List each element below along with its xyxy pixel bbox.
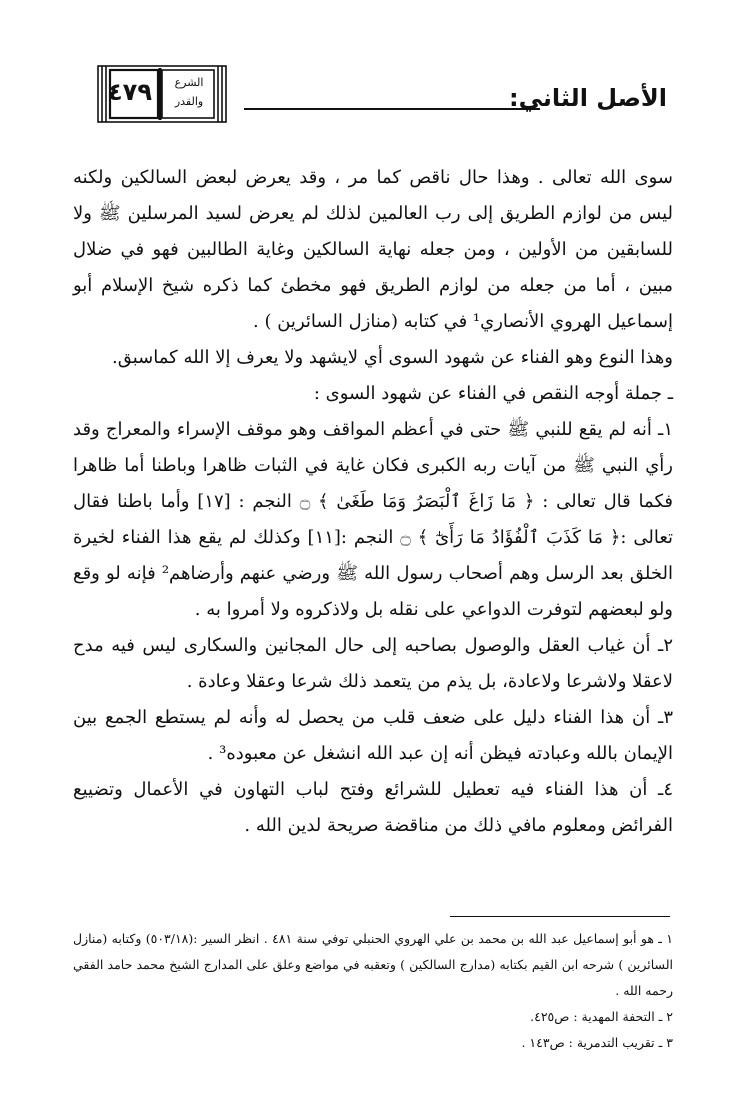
footnote-separator <box>450 916 670 917</box>
footnote: ١ ـ هو أبو إسماعيل عبد الله بن محمد بن علي الهروي الحنبلي توفي سنة ٤٨١ . انظر السير :(٥٠٣/١٨) وكتابه (منازل السائرين ) شرحه ابن القيم بكتابه (مدارج السالكين ) وتعقبه في مواضع وعلق على المدارج الشيخ محمد حامد الفقي رحمه الله . <box>73 931 674 998</box>
paragraph: ٢ـ أن غياب العقل والوصول بصاحبه إلى حال المجانين والسكارى ليس فيه مدح لاعقلا ولاشرعا ولاعادة، بل يذم من يتعمد ذلك شرعا وعقلا وعادة . <box>73 635 673 692</box>
paragraph: سوى الله تعالى . وهذا حال ناقص كما مر ، وقد يعرض لبعض السالكين ولكنه ليس من لوازم الطريق إلى رب العالمين لذلك لم يعرض لسيد المرسلين ﷺ ولا للسابقين من الأولين ، ومن جعله نهاية السالكين وغاية الطالبين فهو في ضلال مبين ، أما من جعله من لوازم الطريق فهو مخطئ كما ذكره شيخ الإسلام أبو إسماعيل الهروي الأنصاري¹ في كتابه (منازل السائرين ) . <box>73 167 673 332</box>
book-label-sharia: الشرع <box>174 76 204 89</box>
header-rule <box>244 108 540 110</box>
paragraph: ـ جملة أوجه النقص في الفناء عن شهود السوى : <box>313 383 673 404</box>
book-page-badge-icon <box>96 62 228 126</box>
section-title: الأصل الثاني: <box>508 84 667 112</box>
book-label-qadar: والقدر <box>174 95 204 108</box>
paragraph: وهذا النوع وهو الفناء عن شهود السوى أي لايشهد ولا يعرف إلا الله كماسبق. <box>112 347 673 368</box>
paragraph: ١ـ أنه لم يقع للنبي ﷺ حتى في أعظم المواقف وهو موقف الإسراء والمعراج وقد رأي النبي ﷺ من آيات ربه الكبرى فكان غاية في الثبات ظاهرا وباطنا أما ظاهرا فكما قال تعالى : ﴿ مَا زَاغَ ٱلْبَصَرُ وَمَا طَغَىٰ ﴾ ۝ النجم : [١٧] وأما باطنا فقال تعالى :﴿ مَا كَذَبَ ٱلْفُؤَادُ مَا رَأَىٰٓ ﴾ ۝ النجم :[١١] وكذلك لم يقع هذا الفناء لخيرة الخلق بعد الرسل وهم أصحاب رسول الله ﷺ ورضي عنهم وأرضاهم² فإنه لو وقع ولو لبعضهم لتوفرت الدواعي على نقله بل ولاذكروه ولا أمروا به . <box>73 419 674 620</box>
paragraph: ٤ـ أن هذا الفناء فيه تعطيل للشرائع وفتح لباب التهاون في الأعمال وتضييع الفرائض ومعلوم مافي ذلك من مناقضة صريحة لدين الله . <box>73 779 673 836</box>
footnotes <box>73 926 673 1056</box>
page-number: ٤٧٩ <box>108 78 152 106</box>
paragraph: ٣ـ أن هذا الفناء دليل على ضعف قلب من يحصل له وأنه لم يستطع الجمع بين الإيمان بالله وعبادته فيظن أنه إن عبد الله انشغل عن معبوده³ . <box>73 707 673 764</box>
footnote: ٣ ـ تقريب التدمرية : ص١٤٣ . <box>521 1035 673 1050</box>
footnote: ٢ ـ التحفة المهدية : ص٤٢٥. <box>530 1009 673 1024</box>
main-text <box>73 160 673 844</box>
